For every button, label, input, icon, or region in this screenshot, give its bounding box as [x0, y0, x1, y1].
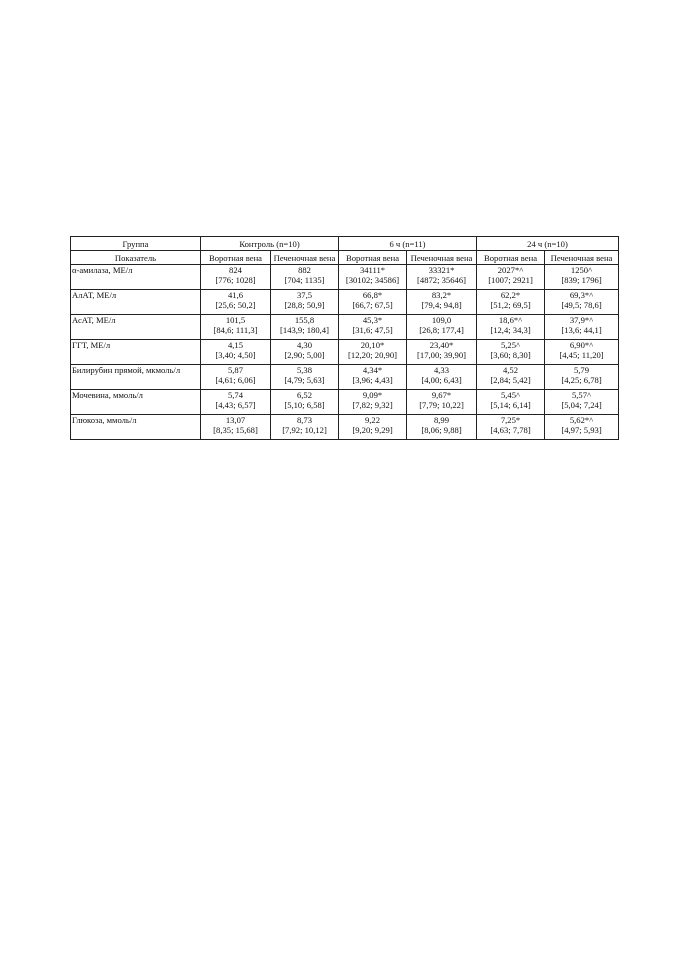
value-cell [339, 265, 407, 290]
median-value: 4,15 [227, 340, 244, 350]
value-cell [201, 340, 271, 365]
median-value: 41,6 [227, 290, 244, 300]
median-value: 4,33 [433, 365, 450, 375]
median-value: 34111* [359, 265, 386, 275]
interquartile-range: [839; 1796] [561, 275, 602, 285]
interquartile-range: [26,8; 177,4] [419, 325, 464, 335]
interquartile-range: [1007; 2921] [488, 275, 533, 285]
value-cell [545, 390, 619, 415]
median-value: 155,8 [294, 315, 315, 325]
median-value: 4,52 [502, 365, 519, 375]
value-cell [339, 340, 407, 365]
interquartile-range: [3,40; 4,50] [215, 350, 256, 360]
interquartile-range: [5,04; 7,24] [561, 400, 602, 410]
row-label: Глюкоза, ммоль/л [71, 415, 201, 440]
interquartile-range: [2,90; 5,00] [284, 350, 325, 360]
median-value: 5,74 [227, 390, 244, 400]
interquartile-range: [4,63; 7,78] [490, 425, 531, 435]
value-cell [201, 415, 271, 440]
table-row [71, 365, 619, 390]
median-value: 5,62*^ [569, 415, 594, 425]
row-label: α-амилаза, МЕ/л [71, 265, 201, 290]
median-value: 18,6*^ [498, 315, 523, 325]
table-row [71, 340, 619, 365]
median-value: 7,25* [500, 415, 521, 425]
median-value: 5,45^ [500, 390, 521, 400]
interquartile-range: [51,2; 69,5] [490, 300, 531, 310]
subheader-cell: Воротная вена [201, 251, 271, 265]
subheader-cell: Печеночная вена [545, 251, 619, 265]
interquartile-range: [66,7; 67,5] [352, 300, 393, 310]
median-value: 33321* [428, 265, 455, 275]
value-cell [477, 290, 545, 315]
interquartile-range: [7,92; 10,12] [282, 425, 327, 435]
median-value: 9,22 [364, 415, 381, 425]
subheader-cell: Воротная вена [477, 251, 545, 265]
interquartile-range: [3,96; 4,43] [352, 375, 393, 385]
subheader-cell: Печеночная вена [271, 251, 339, 265]
interquartile-range: [12,4; 34,3] [490, 325, 531, 335]
interquartile-range: [84,6; 111,3] [213, 325, 258, 335]
row-label: Билирубин прямой, мкмоль/л [71, 365, 201, 390]
value-cell [201, 365, 271, 390]
value-cell [407, 315, 477, 340]
median-value: 882 [298, 265, 311, 275]
value-cell [477, 265, 545, 290]
row-label: ГГТ, МЕ/л [71, 340, 201, 365]
value-cell [477, 415, 545, 440]
median-value: 9,67* [431, 390, 452, 400]
interquartile-range: [143,9; 180,4] [280, 325, 329, 335]
interquartile-range: [49,5; 78,6] [561, 300, 602, 310]
row-label: АлАТ, МЕ/л [71, 290, 201, 315]
interquartile-range: [3,60; 8,30] [490, 350, 531, 360]
median-value: 83,2* [431, 290, 452, 300]
value-cell [271, 290, 339, 315]
value-cell [201, 290, 271, 315]
median-value: 109,0 [431, 315, 452, 325]
value-cell [339, 415, 407, 440]
indicator-label-cell: Показатель [71, 251, 201, 265]
value-cell [545, 315, 619, 340]
value-cell [407, 340, 477, 365]
median-value: 23,40* [429, 340, 454, 350]
table-row [71, 290, 619, 315]
median-value: 2027*^ [497, 265, 524, 275]
value-cell [545, 340, 619, 365]
interquartile-range: [7,79; 10,22] [419, 400, 464, 410]
value-cell [271, 315, 339, 340]
value-cell [271, 265, 339, 290]
interquartile-range: [4,43; 6,57] [215, 400, 256, 410]
value-cell [477, 315, 545, 340]
interquartile-range: [776; 1028] [215, 275, 256, 285]
interquartile-range: [12,20; 20,90] [348, 350, 397, 360]
interquartile-range: [4,25; 6,78] [561, 375, 602, 385]
value-cell [407, 415, 477, 440]
interquartile-range: [5,10; 6,58] [284, 400, 325, 410]
interquartile-range: [2,84; 5,42] [490, 375, 531, 385]
value-cell [545, 365, 619, 390]
interquartile-range: [31,6; 47,5] [352, 325, 393, 335]
value-cell [407, 390, 477, 415]
value-cell [201, 315, 271, 340]
interquartile-range: [8,35; 15,68] [213, 425, 258, 435]
interquartile-range: [4,61; 6,06] [215, 375, 256, 385]
table-row [71, 315, 619, 340]
median-value: 9,09* [362, 390, 383, 400]
interquartile-range: [4,45; 11,20] [559, 350, 604, 360]
median-value: 5,79 [573, 365, 590, 375]
interquartile-range: [17,00; 39,90] [417, 350, 466, 360]
median-value: 5,57^ [571, 390, 592, 400]
value-cell [339, 315, 407, 340]
median-value: 1250^ [570, 265, 593, 275]
interquartile-range: [8,06; 9,88] [421, 425, 462, 435]
median-value: 4,30 [296, 340, 313, 350]
subheader-row [71, 251, 619, 265]
median-value: 8,99 [433, 415, 450, 425]
interquartile-range: [79,4; 94,8] [421, 300, 462, 310]
row-label: Мочевина, ммоль/л [71, 390, 201, 415]
group-label-cell: Группа [71, 237, 201, 251]
value-cell [339, 390, 407, 415]
value-cell [477, 365, 545, 390]
median-value: 13,07 [225, 415, 246, 425]
interquartile-range: [30102; 34586] [345, 275, 400, 285]
median-value: 37,5 [296, 290, 313, 300]
group-header-24h: 24 ч (n=10) [477, 237, 619, 251]
value-cell [339, 365, 407, 390]
group-header-control: Контроль (n=10) [201, 237, 339, 251]
median-value: 20,10* [360, 340, 385, 350]
subheader-cell: Печеночная вена [407, 251, 477, 265]
value-cell [271, 365, 339, 390]
median-value: 5,25^ [500, 340, 521, 350]
value-cell [545, 415, 619, 440]
median-value: 8,73 [296, 415, 313, 425]
interquartile-range: [7,82; 9,32] [352, 400, 393, 410]
interquartile-range: [13,6; 44,1] [561, 325, 602, 335]
value-cell [545, 265, 619, 290]
group-header-row [71, 237, 619, 251]
value-cell [477, 390, 545, 415]
interquartile-range: [9,20; 9,29] [352, 425, 393, 435]
value-cell [407, 265, 477, 290]
value-cell [545, 290, 619, 315]
median-value: 6,90*^ [569, 340, 594, 350]
value-cell [271, 340, 339, 365]
median-value: 69,3*^ [569, 290, 594, 300]
value-cell [201, 390, 271, 415]
median-value: 62,2* [500, 290, 521, 300]
table-row [71, 390, 619, 415]
median-value: 101,5 [225, 315, 246, 325]
results-table [70, 236, 619, 440]
median-value: 45,3* [362, 315, 383, 325]
interquartile-range: [704; 1135] [284, 275, 325, 285]
value-cell [477, 340, 545, 365]
interquartile-range: [4872; 35646] [417, 275, 466, 285]
table-body [71, 265, 619, 440]
interquartile-range: [5,14; 6,14] [490, 400, 531, 410]
table-row [71, 415, 619, 440]
median-value: 5,87 [227, 365, 244, 375]
interquartile-range: [4,97; 5,93] [561, 425, 602, 435]
value-cell [271, 415, 339, 440]
row-label: АсАТ, МЕ/л [71, 315, 201, 340]
median-value: 6,52 [296, 390, 313, 400]
median-value: 824 [229, 265, 242, 275]
median-value: 5,38 [296, 365, 313, 375]
median-value: 66,8* [362, 290, 383, 300]
interquartile-range: [4,00; 6,43] [421, 375, 462, 385]
value-cell [201, 265, 271, 290]
value-cell [407, 365, 477, 390]
value-cell [407, 290, 477, 315]
group-header-6h: 6 ч (n=11) [339, 237, 477, 251]
value-cell [271, 390, 339, 415]
interquartile-range: [28,8; 50,9] [284, 300, 325, 310]
median-value: 4,34* [362, 365, 383, 375]
interquartile-range: [25,6; 50,2] [215, 300, 256, 310]
interquartile-range: [4,79; 5,63] [284, 375, 325, 385]
median-value: 37,9*^ [569, 315, 594, 325]
table-row [71, 265, 619, 290]
subheader-cell: Воротная вена [339, 251, 407, 265]
value-cell [339, 290, 407, 315]
